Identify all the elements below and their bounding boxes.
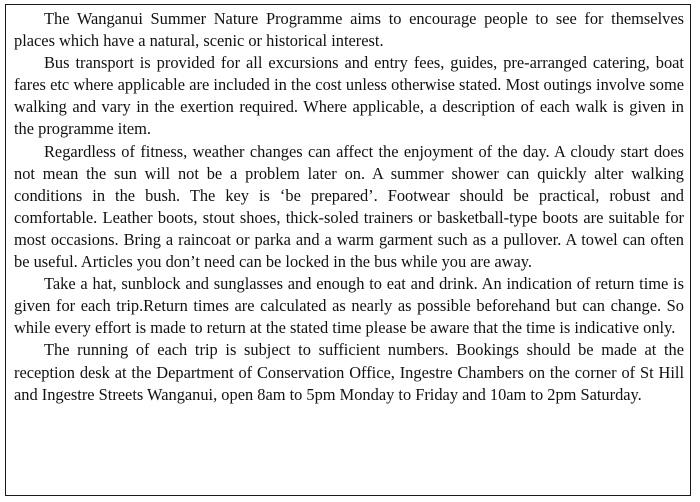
paragraph-preparation: Regardless of fitness, weather changes can affect the enjoyment of the day. A cloudy start does not mean the sun will not be a problem later on. A summer shower can quickly alter walking conditions in the bush. The key is ‘be prepared’. Footwear should be practical, robust and comfortable. Leather boots, stout shoes, thick-soled trainers or basketball-type boots are suitable for most occasions. Bring a raincoat or parka and a warm garment such as a pullover. A towel can often be useful. Articles you don’t need can be locked in the bus while you are away.	[14, 141, 684, 272]
paragraph-bookings: The running of each trip is subject to sufficient numbers. Bookings should be made at the reception desk at the Department of Conservation Office, Ingestre Chambers on the corner of St Hill and Ingestre Streets Wanganui, open 8am to 5pm Monday to Friday and 10am to 2pm Saturday.	[14, 340, 684, 404]
paragraph-return-time: Take a hat, sunblock and sunglasses and enough to eat and drink. An indication of return time is given for each trip.Return times are calculated as nearly as possible beforehand but can change. So while every effort is made to return at the stated time please be aware that the time is indicative only.	[14, 274, 684, 338]
notice-box	[5, 4, 691, 496]
paragraph-transport: Bus transport is provided for all excursions and entry fees, guides, pre-arranged catering, boat fares etc where applicable are included in the cost unless otherwise stated. Most outings involve some walking and vary in the exertion required. Where applicable, a description of each walk is given in the programme item.	[14, 53, 684, 139]
paragraph-intro: The Wanganui Summer Nature Programme aims to encourage people to see for themselves places which have a natural, scenic or historical interest.	[14, 9, 684, 51]
